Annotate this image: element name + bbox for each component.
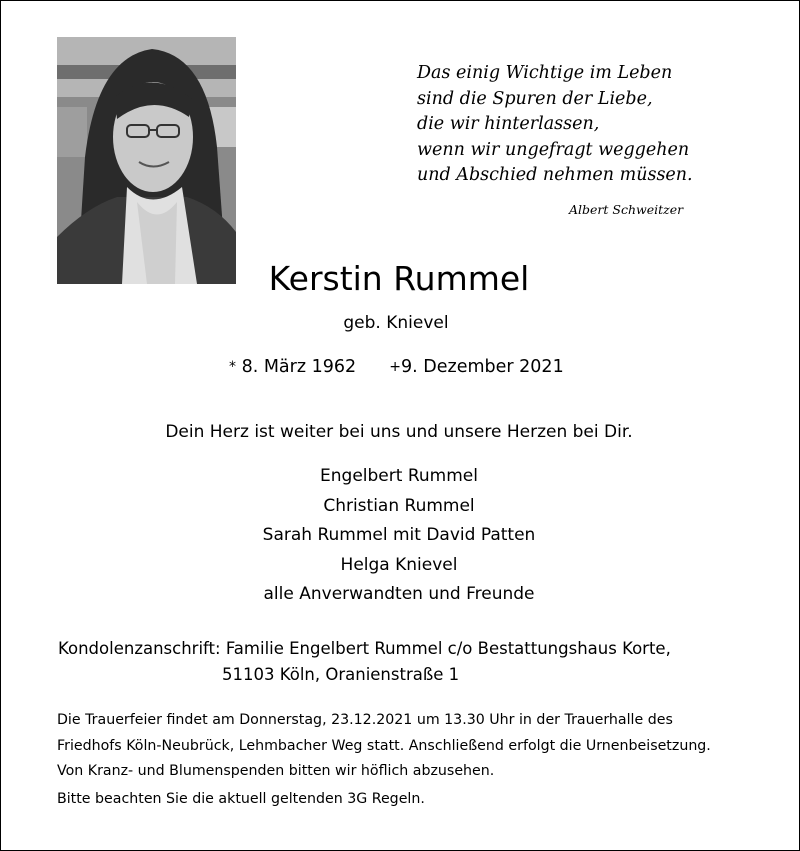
life-dates — [229, 357, 564, 377]
notice-line: Friedhofs Köln-Neubrück, Lehmbacher Weg statt. Anschließend erfolgt die Urnenbeisetzung. — [57, 737, 711, 754]
mourner: Christian Rummel — [323, 495, 475, 516]
portrait-photo — [57, 37, 236, 284]
quote-line: sind die Spuren der Liebe, — [417, 88, 653, 109]
quote-line: Das einig Wichtige im Leben — [417, 63, 673, 83]
quote-line: wenn wir ungefragt weggehen — [417, 139, 690, 160]
death-symbol: + — [389, 359, 402, 375]
notice-line: Die Trauerfeier findet am Donnerstag, 23.12.2021 um 13.30 Uhr in der Trauerhalle des — [57, 712, 673, 728]
motto: Dein Herz ist weiter bei uns und unsere Herzen bei Dir. — [165, 422, 633, 442]
mourners-list — [1, 462, 797, 610]
mourner: alle Anverwandten und Freunde — [263, 584, 535, 605]
portrait-image — [57, 37, 236, 284]
mourner: Engelbert Rummel — [320, 466, 478, 486]
quote-author: Albert Schweitzer — [569, 202, 684, 217]
birth-name: geb. Knievel — [343, 313, 449, 333]
birth-date: 8. März 1962 — [241, 357, 357, 377]
health-rules-note: Bitte beachten Sie die aktuell geltenden 3G Regeln. — [57, 791, 425, 807]
condolence-address-line: 51103 Köln, Oranienstraße 1 — [222, 665, 460, 684]
notice-line: Von Kranz- und Blumenspenden bitten wir höflich abzusehen. — [57, 763, 495, 779]
condolence-address — [58, 636, 671, 688]
funeral-notice — [57, 708, 711, 785]
birth-symbol: * — [229, 359, 236, 375]
death-date: 9. Dezember 2021 — [401, 357, 564, 377]
quote — [417, 61, 737, 189]
mourner: Helga Knievel — [340, 554, 458, 575]
condolence-address-line: Kondolenzanschrift: Familie Engelbert Rummel c/o Bestattungshaus Korte, — [58, 639, 671, 658]
deceased-name: Kerstin Rummel — [268, 259, 530, 298]
quote-line: die wir hinterlassen, — [417, 114, 600, 134]
mourner: Sarah Rummel mit David Patten — [262, 525, 536, 546]
quote-line: und Abschied nehmen müssen. — [417, 165, 693, 185]
